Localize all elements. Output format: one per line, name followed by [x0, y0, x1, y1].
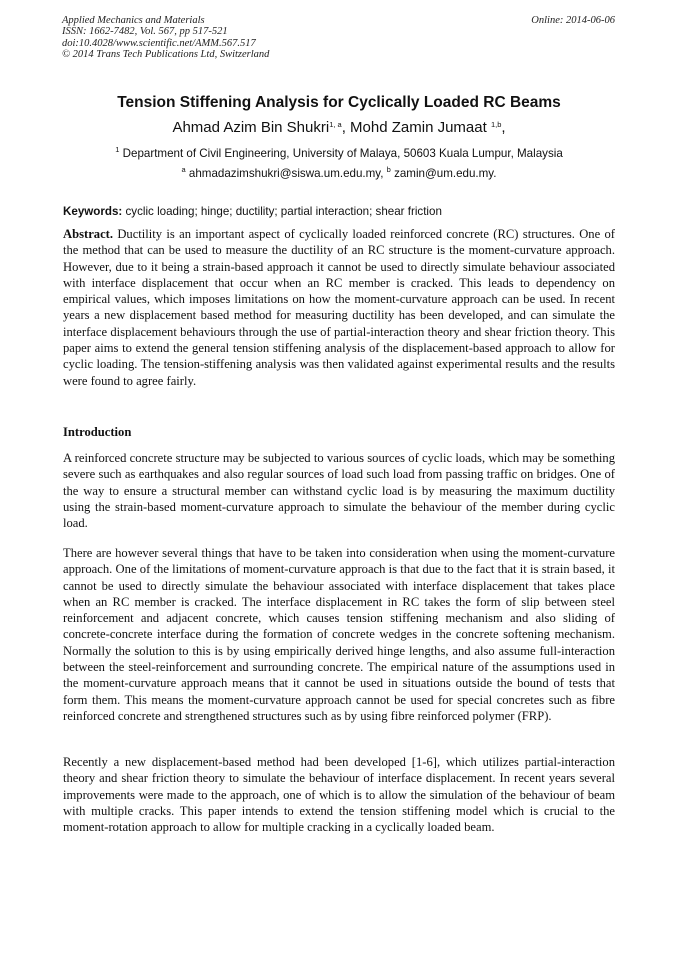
keywords — [63, 205, 442, 218]
journal-name: Applied Mechanics and Materials — [62, 15, 205, 26]
online-date: Online: 2014-06-06 — [531, 15, 615, 26]
affiliation — [0, 147, 678, 160]
journal-issn: ISSN: 1662-7482, Vol. 567, pp 517-521 — [62, 26, 228, 38]
paper-title: Tension Stiffening Analysis for Cyclically Loaded RC Beams — [117, 94, 561, 111]
affiliation-text: Department of Civil Engineering, University of Malaya, 50603 Kuala Lumpur, Malaysia — [119, 147, 563, 160]
abstract-label: Abstract. — [63, 227, 114, 241]
intro-paragraph-1: A reinforced concrete structure may be subjected to various sources of cyclic loads, which may be something severe such as earthquakes and also regular sources of load such load from passing traffic on bridges. One of the way to ensure a structural member can withstand cyclic load is by measuring the maximum ductility using the strain-based moment-curvature approach to simulate the behaviour of the member during cyclic load. — [63, 451, 615, 531]
email-mark: a — [181, 165, 186, 174]
author-list — [0, 119, 678, 136]
email-mark: b — [386, 165, 391, 174]
intro-paragraph-2: There are however several things that have to be taken into consideration when using the moment-curvature approach. One of the limitations of moment-curvature approach is that due to the fact that it is strain based, it cannot be used to directly simulate the behaviour associated with interface displacement that takes place when an RC member is cracked. The interface displacement in RC takes the form of slip between steel reinforcement and adjacent concrete, which causes tension stiffening mechanism and also sliding of concrete-concrete interface during the formation of concrete wedges in the concrete softening mechanism. Normally the solution to this is by using empirically derived hinge lengths, and also assume full-interaction between the steel-reinforcement and surrounding concrete. The empirical nature of the assumptions used in the moment-curvature approach means that it cannot be used in situations outside the bound of tests that form them. This means the moment-curvature approach cannot be used for special concretes such as fibre reinforced concrete and strengthened structures such as by using fibre reinforced polymer (FRP). — [63, 546, 615, 723]
author-affiliation-mark: 1,b — [490, 120, 502, 129]
keywords-text: cyclic loading; hinge; ductility; partial interaction; shear friction — [122, 205, 442, 218]
journal-header — [62, 15, 269, 61]
email-address: zamin@um.edu.my. — [390, 167, 497, 180]
email-address: ahmadazimshukri@siswa.um.edu.my, — [185, 167, 387, 180]
abstract-text: Ductility is an important aspect of cyclically loaded reinforced concrete (RC) structures. One of the method that can be used to measure the ductility of an RC structure is the moment-curvature approach. However, due to it being a strain-based approach it cannot be used to directly simulate behaviour associated with interface displacement that occur when an RC member is cracked. This leads to dependency on empirical values, which imposes limitations on how the moment-curvature approach can be used. In recent years a new displacement based method for measuring ductility has been developed, and can simulate the interface displacement behaviours through the use of partial-interaction theory and shear friction theory. This paper aims to extend the general tension stiffening analysis of the displacement-based approach to allow for cyclic loading. The tension-stiffening analysis was then validated against experimental results and the results were found to agree fairly. — [63, 227, 615, 388]
author-name: Mohd Zamin Jumaat — [350, 119, 491, 136]
abstract — [63, 226, 615, 389]
email-list — [0, 167, 678, 180]
affiliation-mark: 1 — [115, 145, 120, 154]
intro-paragraph-3: Recently a new displacement-based method had been developed [1-6], which utilizes partial-interaction theory and shear friction theory to simulate the behaviour of interface displacement. In recent years several improvements were made to the approach, one of which is to allow the simulation of the behaviour of beam with multiple cracks. This paper intends to extend the tension stiffening model which is crucial to the moment-rotation approach to allow for multiple cracking in a cyclically loaded beam. — [63, 755, 615, 835]
keywords-label: Keywords: — [63, 205, 123, 218]
author-name: Ahmad Azim Bin Shukri — [172, 119, 330, 136]
author-trailing: , — [501, 119, 506, 136]
author-affiliation-mark: 1, a — [329, 120, 342, 129]
journal-doi: doi:10.4028/www.scientific.net/AMM.567.517 — [62, 37, 256, 49]
author-separator: , — [341, 119, 351, 136]
section-heading-introduction: Introduction — [63, 425, 132, 439]
journal-copyright: © 2014 Trans Tech Publications Ltd, Switzerland — [62, 49, 270, 61]
